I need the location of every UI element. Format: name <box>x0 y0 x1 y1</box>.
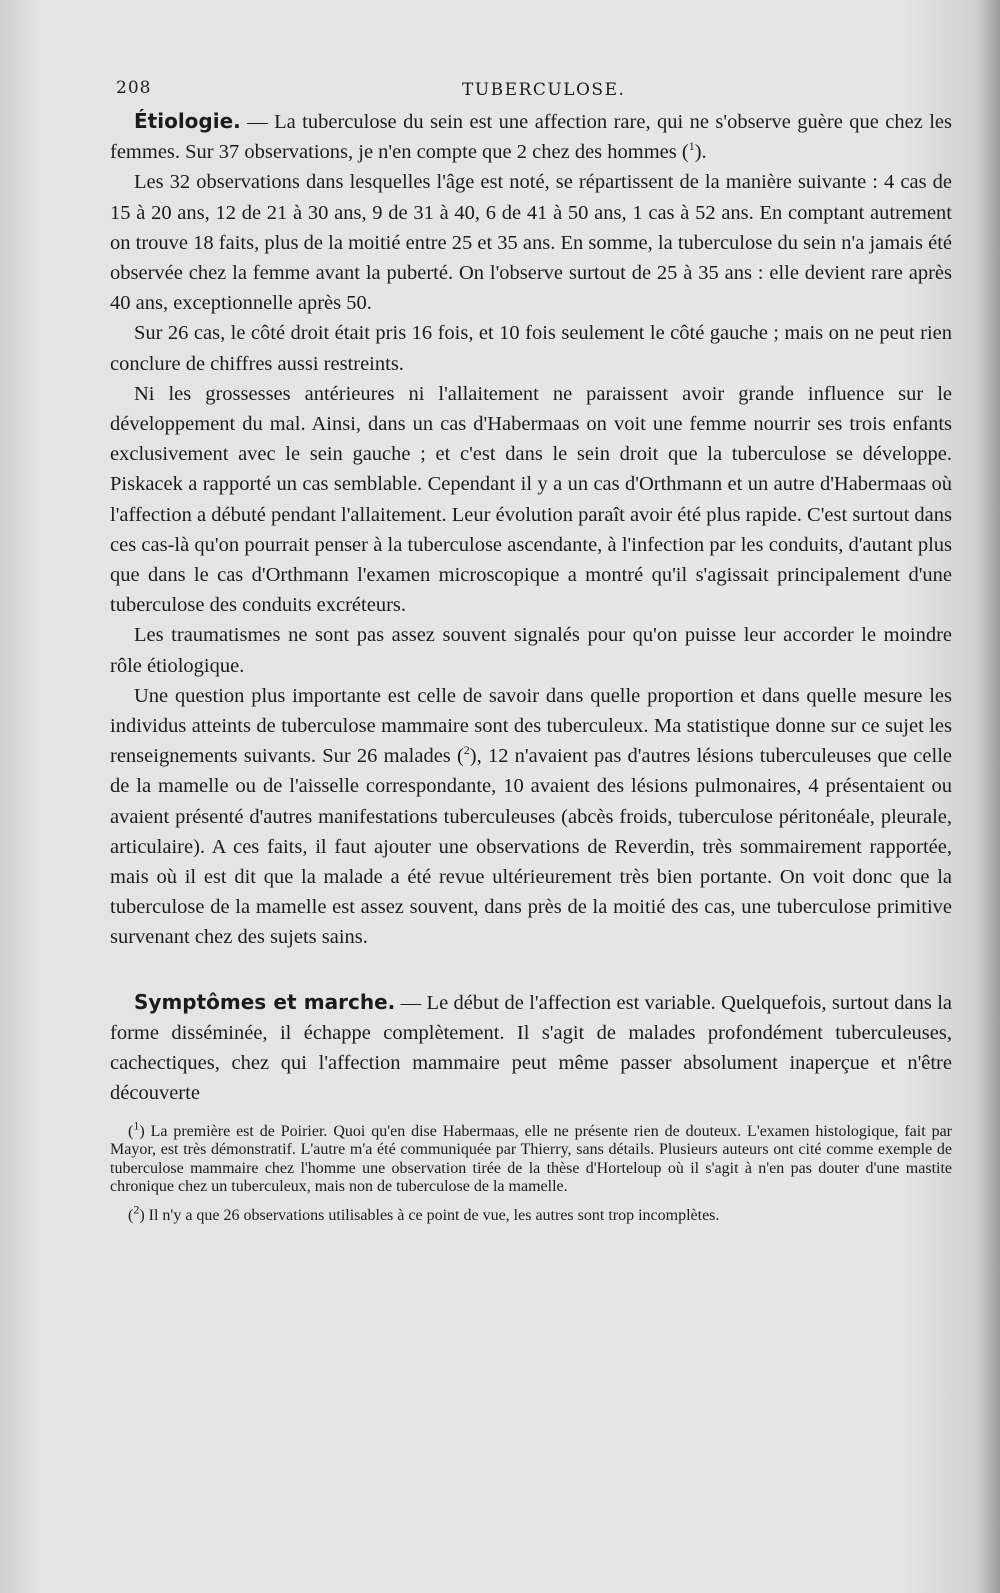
paragraph-age-distribution: Les 32 observations dans lesquelles l'âge est noté, se répartissent de la manière suivante : 4 cas de 15 à 20 ans, 12 de 21 à 30 ans, 9 de 31 à 40, 6 de 41 à 50 ans, 1 cas à 52 ans. En comptant autrement on trouve 18 faits, plus de la moitié entre 25 et 35 ans. En somme, la tuberculose du sein n'a jamais été observée chez la femme avant la puberté. On l'observe surtout de 25 à 35 ans : elle devient rare après 40 ans, exceptionnelle après 50. <box>110 171 952 315</box>
running-title: TUBERCULOSE. <box>462 80 626 100</box>
paragraph-text-end: ). <box>694 141 707 164</box>
paragraph-trauma: Les traumatismes ne sont pas assez souvent signalés pour qu'on puisse leur accorder le moindre rôle étiologique. <box>110 624 952 677</box>
paragraph-etiologie-intro <box>110 106 952 167</box>
page-gutter-shadow <box>978 0 1000 1593</box>
footnote-mark: 1 <box>133 1118 140 1133</box>
footnote-text: Il n'y a que 26 observations utilisables à ce point de vue, les autres sont trop incomplètes. <box>148 1206 720 1224</box>
footnote-mark: 2 <box>133 1202 140 1217</box>
paragraph-text: — La tuberculose du sein est une affection rare, qui ne s'observe guère que chez les femmes. Sur 37 observations, je n'en compte que 2 chez des hommes ( <box>110 111 952 164</box>
section-gap <box>110 953 952 987</box>
paragraph-text-cont: ), 12 n'avaient pas d'autres lésions tuberculeuses que celle de la mamelle ou de l'aisselle correspondante, 10 avaient des lésions pulmonaires, 4 présentaient ou avaient présenté d'autres manifestations tuberculeuses (abcès froids, tuberculose péritonéale, pleurale, articulaire). A ces faits, il faut ajouter une observations de Reverdin, très sommairement rapportée, mais où il est dit que la malade a été revue ultérieurement très bien portante. On voit donc que la tuberculose de la mamelle est assez souvent, dans près de la moitié des cas, une tuberculose primitive survenant chez des sujets sains. <box>110 745 952 949</box>
section-heading-etiologie: Étiologie. <box>134 109 241 133</box>
footnote-2: ($^2$) Il n'y a que 26 observations utilisables à ce point de vue, les autres sont trop incomplètes. <box>128 1202 720 1224</box>
footnotes <box>110 1118 953 1226</box>
running-header <box>110 70 952 106</box>
paragraph-symptomes <box>110 987 952 1109</box>
section-heading-symptomes: Symptômes et marche. <box>134 989 396 1014</box>
paragraph-side: Sur 26 cas, le côté droit était pris 16 fois, et 10 fois seulement le côté gauche ; mais on ne peut rien conclure de chiffres aussi restreints. <box>110 322 952 375</box>
body-text <box>110 106 952 1109</box>
footnote-ref-1: 1 <box>688 139 695 154</box>
footnote-1: ($^1$) La première est de Poirier. Quoi qu'en dise Habermaas, elle ne présente rien de douteux. L'examen histologique, fait par Mayor, est très démonstratif. L'autre m'a été communiquée par Thierry, sans détails. Plusieurs auteurs ont cité comme exemple de tuberculose mammaire chez l'homme une observation tirée de la thèse d'Horteloup où il s'agit à n'en pas douter d'une mastite chronique chez un tuberculeux, mais non de tuberculose de la mamelle. <box>110 1118 953 1195</box>
paragraph-pregnancy: Ni les grossesses antérieures ni l'allaitement ne paraissent avoir grande influence sur le développement du mal. Ainsi, dans un cas d'Habermaas on voit une femme nourrir ses trois enfants exclusivement avec le sein gauche ; et c'est dans le sein droit que la tuberculose se développe. Piskacek a rapporté un cas semblable. Cependant il y a un cas d'Orthmann et un autre d'Habermaas où l'affection a débuté pendant l'allaitement. Leur évolution paraît avoir été plus rapide. C'est surtout dans ces cas-là qu'on pourrait penser à la tuberculose ascendante, à l'infection par les conduits, d'autant plus que dans le cas d'Orthmann l'examen microscopique a montré qu'il s'agissait principalement d'une tuberculose des conduits excréteurs. <box>110 382 952 617</box>
paragraph-text: — Le début de l'affection est variable. Quelquefois, surtout dans la forme disséminée, il échappe complètement. Il s'agit de malades profondément tuberculeuses, cachectiques, chez qui l'affection mammaire peut même passer absolument inaperçue et n'être découverte <box>110 991 952 1105</box>
footnote-text: La première est de Poirier. Quoi qu'en dise Habermaas, elle ne présente rien de douteux. L'examen histologique, fait par Mayor, est très démonstratif. L'autre m'a été communiquée par Thierry, sans détails. Plusieurs auteurs ont cité comme exemple de tuberculose mammaire chez l'homme une observation tirée de la thèse d'Horteloup où il s'agit à n'en pas douter d'une mastite chronique chez un tuberculeux, mais non de tuberculose de la mamelle. <box>110 1122 953 1195</box>
page-number: 208 <box>116 78 152 98</box>
footnote-ref-2: 2 <box>463 743 470 758</box>
paragraph-statistics <box>110 681 952 953</box>
paragraph-text: Une question plus importante est celle de savoir dans quelle proportion et dans quelle mesure les individus atteints de tuberculose mammaire sont des tuberculeux. Ma statistique donne sur ce sujet les renseignements suivants. Sur 26 malades ( <box>110 684 952 768</box>
page-content <box>110 70 952 1235</box>
